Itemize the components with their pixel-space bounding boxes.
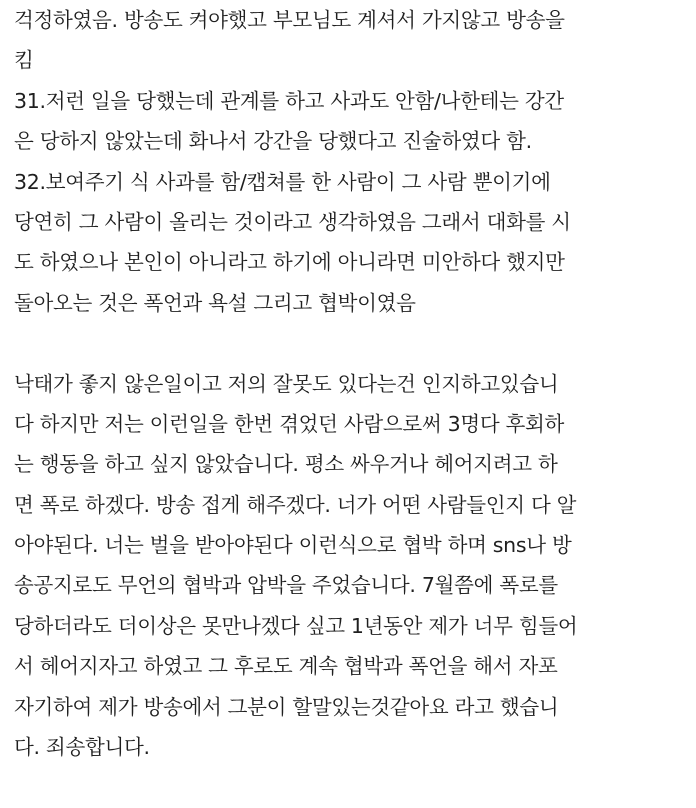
text-line: 면 폭로 하겠다. 방송 접게 해주겠다. 너가 어떤 사람들인지 다 알: [14, 492, 577, 517]
text-line: 돌아오는 것은 폭언과 욕설 그리고 협박이였음: [14, 290, 416, 315]
text-line: 당하더라도 더이상은 못만나겠다 싶고 1년동안 제가 너무 힘들어: [14, 613, 578, 638]
text-line: 도 하였으나 본인이 아니라고 하기에 아니라면 미안하다 했지만: [14, 250, 565, 275]
text-line: 는 행동을 하고 싶지 않았습니다. 평소 싸우거나 헤어지려고 하: [14, 452, 558, 477]
text-line: 서 헤어지자고 하였고 그 후로도 계속 협박과 폭언을 해서 자포: [14, 654, 558, 679]
text-line: 은 당하지 않았는데 화나서 강간을 당했다고 진술하였다 함.: [14, 129, 532, 154]
text-line: 31.저런 일을 당했는데 관계를 하고 사과도 안함/나한테는 강간: [14, 88, 564, 113]
text-line: 당연히 그 사람이 올리는 것이라고 생각하였음 그래서 대화를 시: [14, 209, 571, 234]
text-line: 걱정하였음. 방송도 켜야했고 부모님도 계셔서 가지않고 방송을: [14, 8, 565, 32]
text-line: 낙태가 좋지 않은일이고 저의 잘못도 있다는건 인지하고있습니: [14, 371, 559, 396]
paragraph-2: [14, 364, 676, 768]
text-line: 자기하여 제가 방송에서 그분이 할말있는것같아요 라고 했습니: [14, 694, 559, 719]
text-line: 킴: [14, 48, 34, 73]
text-line: 다 하지만 저는 이런일을 한번 겪었던 사람으로써 3명다 후회하: [14, 411, 565, 436]
text-line: 32.보여주기 식 사과를 함/캡쳐를 한 사람이 그 사람 뿐이기에: [14, 169, 551, 194]
text-line: 송공지로도 무언의 협박과 압박을 주었습니다. 7월쯤에 폭로를: [14, 573, 558, 598]
paragraph-1: [14, 0, 676, 323]
text-line: 아야된다. 너는 벌을 받아야된다 이런식으로 협박 하며 sns나 방: [14, 533, 572, 558]
text-line: 다. 죄송합니다.: [14, 735, 150, 760]
paragraph-gap: [14, 323, 676, 363]
